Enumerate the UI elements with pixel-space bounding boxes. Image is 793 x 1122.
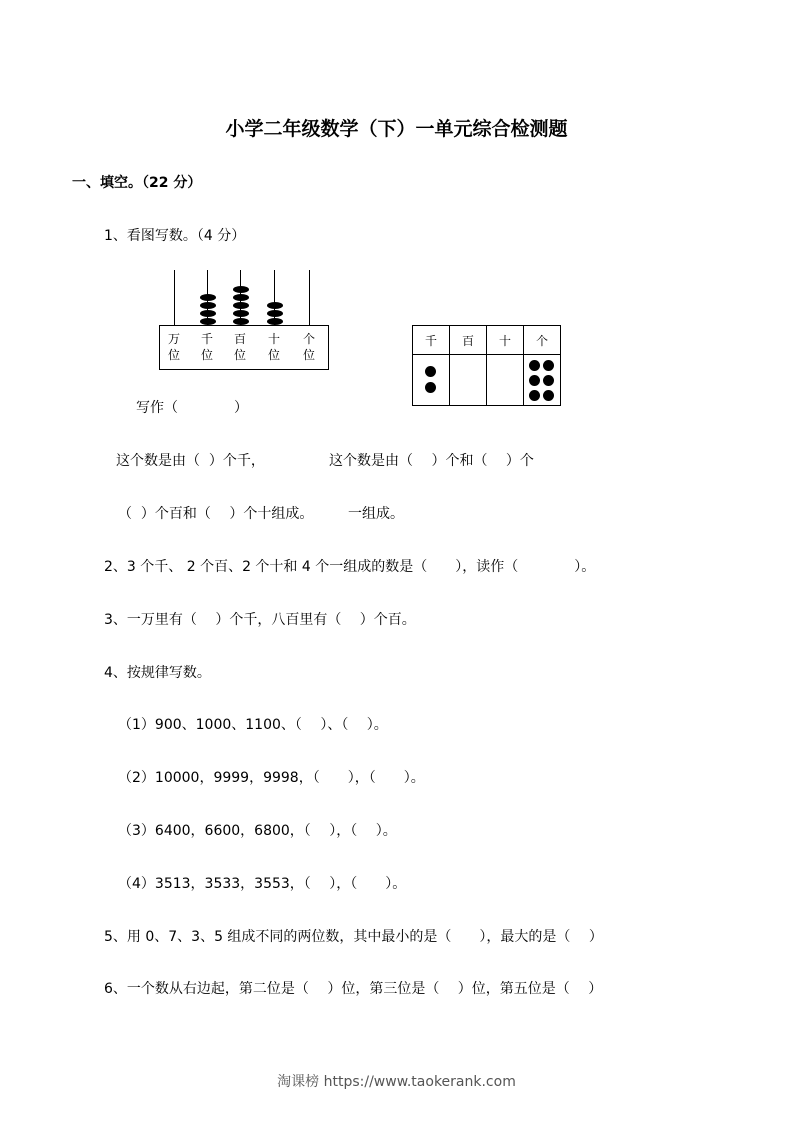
page-title: 小学二年级数学（下）一单元综合检测题 [225,118,568,140]
abacus-bead [200,302,216,309]
counter-dot [529,360,540,371]
q1-write-as: 写作（ ） [136,400,248,416]
abacus-bead [233,286,249,293]
q6-text: 6、一个数从右边起，第二位是（ ）位，第三位是（ ）位，第五位是（ ） [104,981,603,997]
counter-dot [425,382,436,393]
abacus-bead [267,310,283,317]
pv-cell-ones [524,355,561,406]
q2-text: 2、3 个千、 2 个百、2 个十和 4 个一组成的数是（ ），读作（ ）。 [104,559,596,575]
abacus-bead [233,318,249,325]
pv-header-thousands: 千 [413,326,450,355]
q4-item-3: （3）6400，6600，6800，（ ），（ ）。 [118,823,397,839]
q4-item-2: （2）10000，9999，9998，（ ），（ ）。 [118,770,425,786]
counter-dot [529,390,540,401]
footer-watermark: 淘课榜 https://www.taokerank.com [277,1074,516,1090]
counter-dot [425,366,436,377]
abacus-label-tens: 十 位 [267,332,280,362]
q1-line-b2: 一组成。 [348,506,404,522]
pv-header-hundreds: 百 [450,326,487,355]
q1-prompt: 1、看图写数。（4 分） [104,228,246,244]
q4-item-1: （1）900、1000、1100、（ ）、（ ）。 [118,717,388,733]
q1-line-a2: （ ）个百和（ ）个十组成。 [118,506,314,522]
pv-cell-thousands [413,355,450,406]
abacus-bead [233,302,249,309]
place-value-table [412,287,561,425]
abacus-label-hundreds: 百 位 [233,332,246,362]
q4-item-4: （4）3513，3533，3553，（ ），（ ）。 [118,876,407,892]
abacus-label-ten-thousands: 万 位 [167,332,180,362]
pv-cell-hundreds [450,355,487,406]
counter-dot [529,375,540,386]
section-heading-fill-blank: 一、填空。（22 分） [72,175,202,191]
q5-text: 5、用 0、7、3、5 组成不同的两位数，其中最小的是（ ），最大的是（ ） [104,929,603,945]
abacus-bead [200,318,216,325]
abacus-bead [233,294,249,301]
counter-dot [543,390,554,401]
pv-header-tens: 十 [487,326,524,355]
abacus-rod-ten-thousands [174,270,175,325]
counter-dot [543,375,554,386]
abacus-rod-ones [309,270,310,325]
abacus-label-thousands: 千 位 [200,332,213,362]
counter-dot [543,360,554,371]
pv-cell-tens [487,355,524,406]
q4-prompt: 4、按规律写数。 [104,665,211,681]
pv-header-ones: 个 [524,326,561,355]
q3-text: 3、一万里有（ ）个千，八百里有（ ）个百。 [104,612,416,628]
q1-line-a1: 这个数是由（ ）个千， [116,453,265,469]
q1-line-b1: 这个数是由（ ）个和（ ）个 [329,453,534,469]
abacus-bead [200,294,216,301]
abacus-bead [267,302,283,309]
abacus-bead [267,318,283,325]
abacus-bead [200,310,216,317]
abacus-figure [159,270,329,370]
abacus-label-ones: 个 位 [302,332,315,362]
abacus-bead [233,310,249,317]
